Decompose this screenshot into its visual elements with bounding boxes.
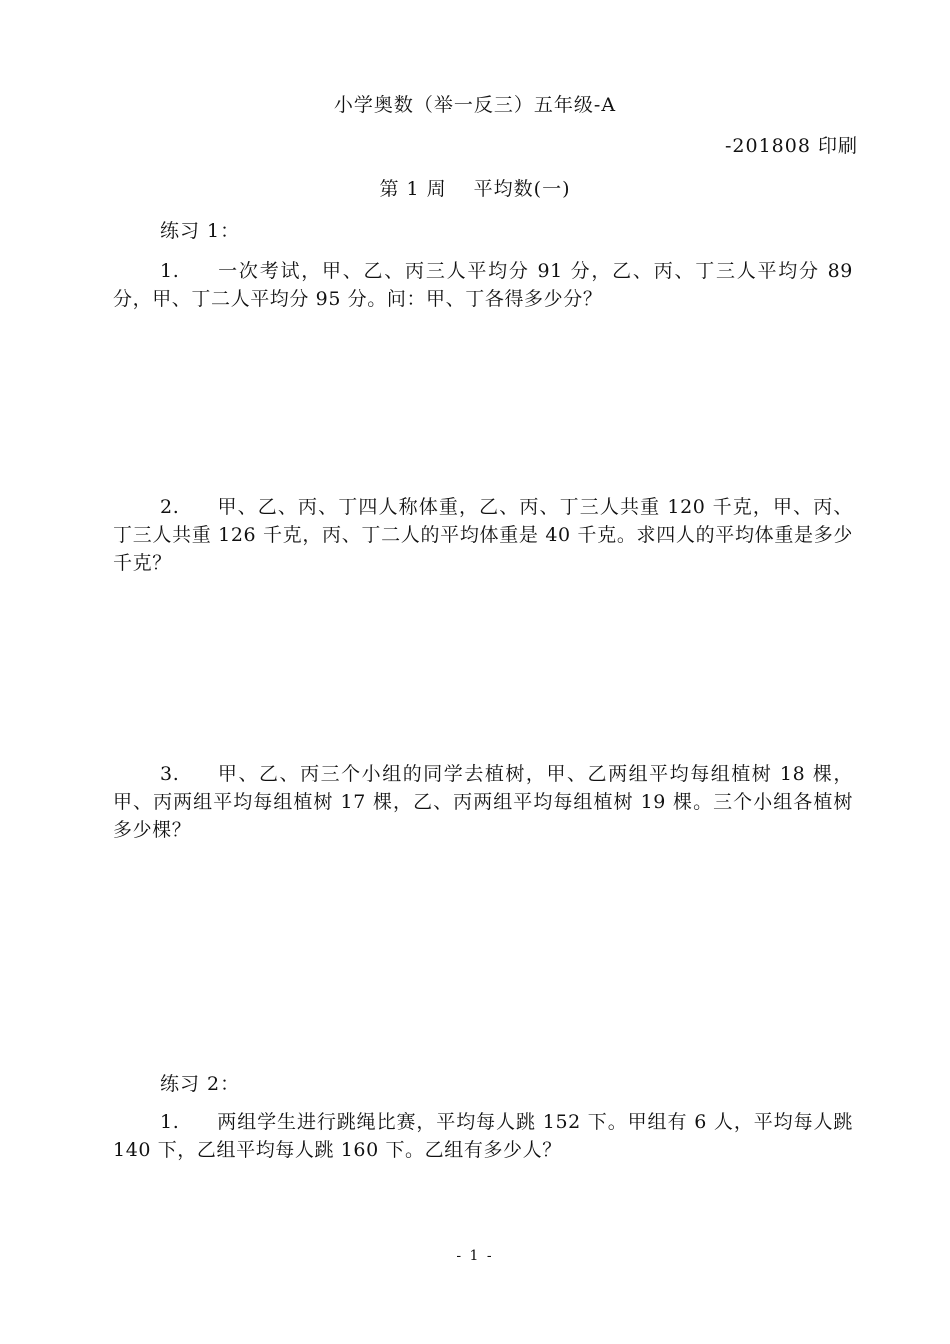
problem-number: 3. [160, 763, 180, 785]
problem-number: 1. [160, 1111, 180, 1133]
problem-number: 2. [160, 496, 180, 518]
problem-text: 甲、乙、丙、丁四人称体重，乙、丙、丁三人共重 120 千克，甲、丙、丁三人共重 126 千克，丙、丁二人的平均体重是 40 千克。求四人的平均体重是多少千克？ [113, 496, 853, 574]
document-title: 小学奥数（举一反三）五年级-A [333, 94, 617, 116]
problem-number: 1. [160, 260, 180, 282]
exercise-2-problem-1 [113, 1108, 853, 1164]
exercise-1-problem-2 [113, 493, 853, 577]
problem-text: 一次考试，甲、乙、丙三人平均分 91 分，乙、丙、丁三人平均分 89 分，甲、丁二人平均分 95 分。问：甲、丁各得多少分？ [113, 260, 853, 310]
exercise-1-label: 练习 1： [160, 220, 241, 242]
problem-text: 两组学生进行跳绳比赛，平均每人跳 152 下。甲组有 6 人，平均每人跳 140 下，乙组平均每人跳 160 下。乙组有多少人？ [113, 1111, 853, 1161]
exercise-1-problem-3 [113, 760, 853, 844]
print-date-note: -201808 印刷 [725, 135, 858, 157]
problem-text: 甲、乙、丙三个小组的同学去植树，甲、乙两组平均每组植树 18 棵，甲、丙两组平均每组植树 17 棵，乙、丙两组平均每组植树 19 棵。三个小组各植树多少棵？ [113, 763, 853, 841]
exercise-1-problem-1 [113, 257, 853, 313]
exercise-2-label: 练习 2： [160, 1073, 241, 1095]
page-number: - 1 - [456, 1248, 494, 1264]
week-title: 第 1 周 平均数(一) [379, 178, 571, 200]
